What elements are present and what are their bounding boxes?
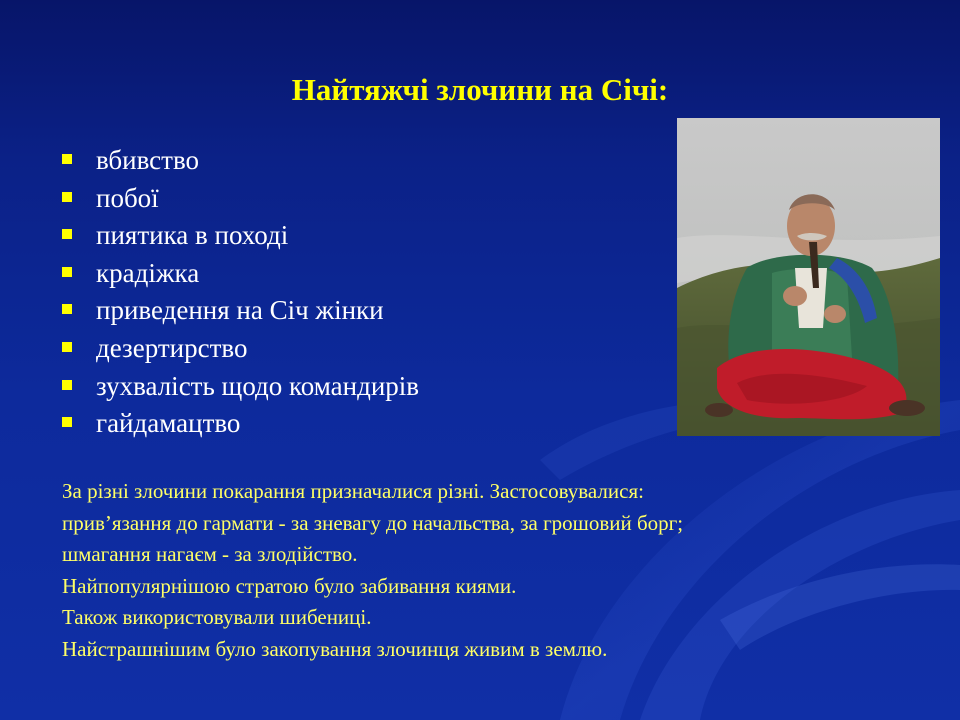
list-item-text: крадіжка: [96, 257, 200, 288]
list-item: [60, 292, 419, 330]
cossack-photo: [677, 118, 940, 436]
list-item-text: вбивство: [96, 145, 200, 175]
list-item: [60, 180, 419, 218]
paragraph-line: шмагання нагаєм - за злодійство.: [62, 542, 358, 567]
list-item-text: побої: [96, 182, 159, 213]
punishments-paragraph: [62, 476, 922, 666]
crimes-list: [60, 142, 419, 443]
list-item: [60, 330, 419, 368]
square-bullet-icon: [62, 229, 72, 239]
paragraph-line: За різні злочини покарання призначалися різні. Застосовувалися:: [62, 479, 644, 503]
square-bullet-icon: [62, 192, 72, 202]
square-bullet-icon: [62, 342, 72, 352]
square-bullet-icon: [62, 304, 72, 314]
square-bullet-icon: [62, 417, 72, 427]
list-item-text: дезертирство: [96, 332, 248, 363]
square-bullet-icon: [62, 380, 72, 390]
list-item: [60, 255, 419, 293]
list-item: [60, 142, 419, 180]
list-item-text: приведення на Січ жінки: [96, 295, 384, 326]
paragraph-line: Найстрашнішим було закопування злочинця живим в землю.: [62, 636, 608, 661]
paragraph-line: Також використовували шибениці.: [62, 605, 372, 630]
square-bullet-icon: [62, 154, 72, 164]
square-bullet-icon: [62, 267, 72, 277]
paragraph-line: Найпопулярнішою стратою було забивання киями.: [62, 573, 517, 598]
list-item: [60, 368, 419, 406]
list-item: [60, 405, 419, 443]
list-item-text: гайдамацтво: [96, 408, 241, 439]
slide-title: Найтяжчі злочини на Січі:: [291, 72, 669, 107]
list-item-text: зухвалість щодо командирів: [96, 370, 420, 401]
list-item: [60, 217, 419, 255]
list-item-text: пиятика в поході: [96, 220, 289, 251]
paragraph-line: прив’язання до гармати - за зневагу до начальства, за грошовий борг;: [62, 510, 684, 535]
